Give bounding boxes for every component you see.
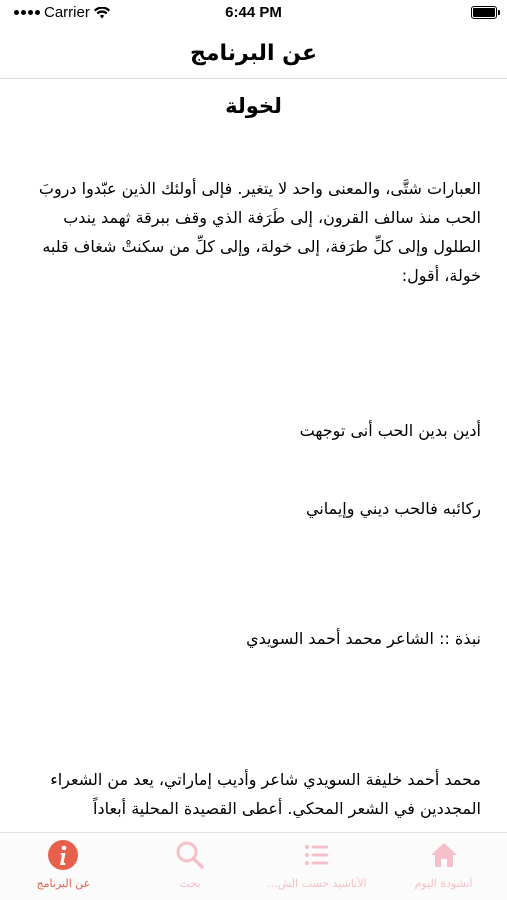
tab-bar — [0, 832, 507, 900]
tab-about[interactable] — [0, 833, 127, 900]
home-icon — [428, 839, 460, 871]
verse-line-1: أدين بدين الحب أنى توجهت — [299, 421, 481, 440]
status-time: 6:44 PM — [225, 4, 282, 21]
tab-songs-list[interactable] — [254, 833, 381, 900]
search-icon — [174, 839, 206, 871]
bio-paragraph: محمد أحمد خليفة السويدي شاعر وأديب إماراتي، يعد من الشعراء المجددين في الشعر المحكي. أعطى القصيدة المحلية أبعاداً — [50, 770, 481, 818]
battery-icon — [471, 6, 497, 19]
poem-title: لخولة — [225, 94, 282, 118]
bio-heading: نبذة :: الشاعر محمد أحمد السويدي — [246, 629, 481, 648]
tab-songs-list-label: الأناشيد حسب الش... — [267, 877, 367, 890]
tab-search-label: بحث — [179, 877, 201, 890]
about-content[interactable] — [0, 80, 507, 832]
navigation-bar — [0, 28, 507, 79]
tab-search[interactable] — [127, 833, 254, 900]
dedication-paragraph: العبارات شتَّى، والمعنى واحد لا يتغير. فإلى أولئك الذين عبّدوا دروبَ الحب منذ سالف القرون، إلى طَرَفة الذي وقف ببرقة ثهمد يندب الطلول وإلى كلِّ طرَفة، إلى خولة، وإلى كلِّ من سكنتْ شغاف قلبه خولة، أقول: — [38, 179, 481, 285]
tab-song-of-day[interactable] — [380, 833, 507, 900]
page-title: عن البرنامج — [190, 40, 317, 66]
info-icon — [47, 839, 79, 871]
list-icon — [301, 839, 333, 871]
verse-line-2: ركائبه فالحب ديني وإيماني — [305, 499, 481, 518]
status-bar — [0, 0, 507, 28]
tab-about-label: عن البرنامج — [36, 877, 91, 890]
tab-song-of-day-label: أنشودة اليوم — [414, 877, 473, 890]
carrier-name: Carrier — [44, 4, 90, 21]
